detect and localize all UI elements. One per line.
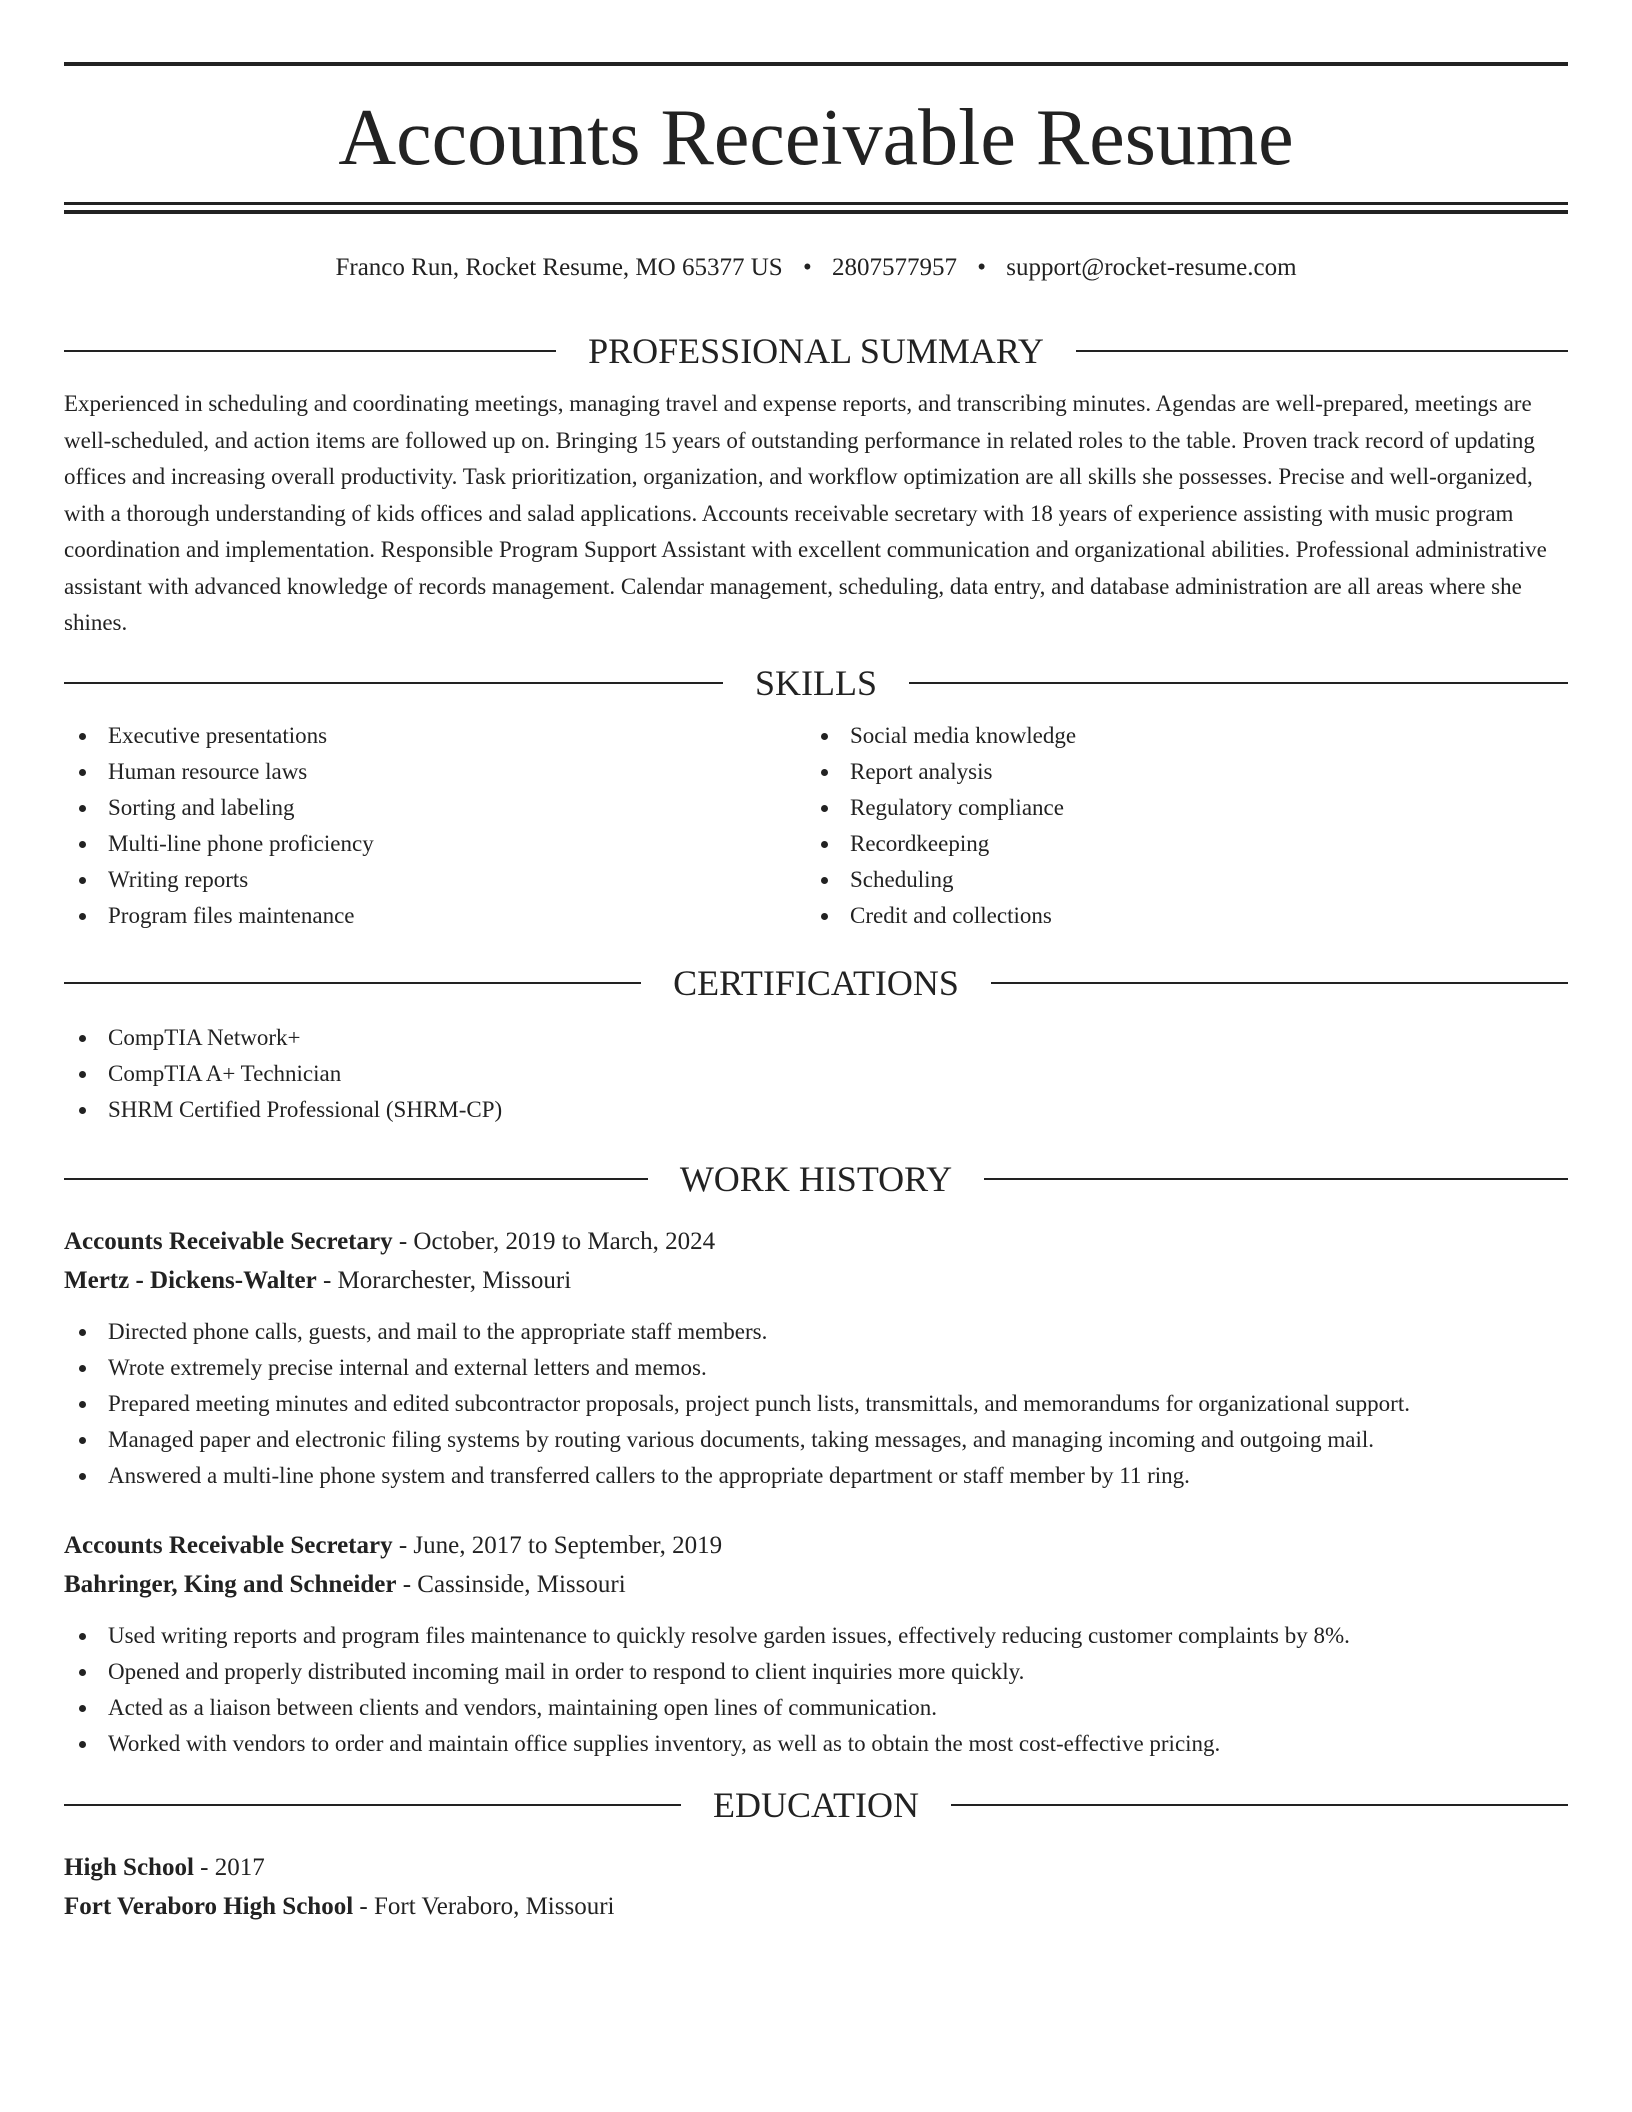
contact-phone: 2807577957 <box>831 254 957 281</box>
resume-title: Accounts Receivable Resume <box>338 94 1294 182</box>
education-location: - Fort Veraboro, Missouri <box>353 1892 615 1920</box>
job-entry <box>64 1222 1568 1494</box>
section-divider <box>64 982 641 984</box>
education-school: Fort Veraboro High School <box>64 1892 354 1920</box>
certification-item: CompTIA A+ Technician <box>64 1056 1568 1092</box>
section-header-skills <box>64 660 1568 706</box>
education-degree-line <box>64 1848 1568 1887</box>
skill-item: Recordkeeping <box>806 826 1548 862</box>
section-header-education <box>64 1782 1568 1828</box>
job-title-line <box>64 1222 1568 1261</box>
job-title-line <box>64 1526 1568 1565</box>
job-dates: - October, 2019 to March, 2024 <box>392 1227 716 1255</box>
section-header-certifications <box>64 960 1568 1006</box>
job-company: Bahringer, King and Schneider <box>64 1570 397 1598</box>
skill-item: Human resource laws <box>64 754 806 790</box>
skill-item: Program files maintenance <box>64 898 806 934</box>
job-bullet: Used writing reports and program files maintenance to quickly resolve garden issues, effectively reducing customer complaints by 8%. <box>64 1618 1568 1654</box>
job-bullet: Worked with vendors to order and maintain office supplies inventory, as well as to obtain the most cost-effective pricing. <box>64 1726 1568 1762</box>
education-entry <box>64 1848 1568 1926</box>
section-header-summary <box>64 328 1568 374</box>
section-divider <box>984 1178 1568 1180</box>
section-title: WORK HISTORY <box>679 1158 953 1199</box>
section-title: SKILLS <box>755 662 878 703</box>
skill-item: Scheduling <box>806 862 1548 898</box>
section-title: EDUCATION <box>713 1784 919 1825</box>
skill-item: Report analysis <box>806 754 1548 790</box>
section-divider <box>64 350 556 352</box>
job-bullets <box>64 1618 1568 1762</box>
skill-item: Sorting and labeling <box>64 790 806 826</box>
section-divider <box>64 682 723 684</box>
certifications-list <box>64 1020 1568 1128</box>
skill-item: Credit and collections <box>806 898 1548 934</box>
skill-item: Writing reports <box>64 862 806 898</box>
top-rule <box>64 62 1568 66</box>
job-bullets <box>64 1314 1568 1494</box>
job-location: - Cassinside, Missouri <box>396 1570 626 1598</box>
resume-page <box>64 0 1568 1926</box>
skills-grid <box>64 718 1568 934</box>
section-title: PROFESSIONAL SUMMARY <box>588 331 1044 371</box>
job-company: Mertz - Dickens-Walter <box>64 1266 317 1294</box>
summary-paragraph: Experienced in scheduling and coordinating meetings, managing travel and expense reports, and transcribing minutes. Agendas are well-prepared, meetings are well-scheduled, and action items are followed up on. Bringing 15 years of outstanding performance in related roles to the table. Proven track record of updating offices and increasing overall productivity. Task prioritization, organization, and workflow optimization are all skills she possesses. Precise and well-organized, with a thorough understanding of kids offices and salad applications. Accounts receivable secretary with 18 years of experience assisting with music program coordination and implementation. Responsible Program Support Assistant with excellent communication and organizational abilities. Professional administrative assistant with advanced knowledge of records management. Calendar management, scheduling, data entry, and database administration are all areas where she shines. <box>64 391 1547 635</box>
title-double-rule <box>64 202 1568 214</box>
job-bullet: Managed paper and electronic filing systems by routing various documents, taking messages, and managing incoming and outgoing mail. <box>64 1422 1568 1458</box>
education-degree: High School <box>64 1853 194 1881</box>
education-school-line <box>64 1887 1568 1926</box>
certification-item: SHRM Certified Professional (SHRM-CP) <box>64 1092 1568 1128</box>
job-company-line <box>64 1261 1568 1300</box>
section-divider <box>64 1178 648 1180</box>
section-divider <box>1076 350 1568 352</box>
skill-item: Regulatory compliance <box>806 790 1548 826</box>
section-divider <box>64 1804 681 1806</box>
job-dates: - June, 2017 to September, 2019 <box>392 1531 723 1559</box>
section-header-work-history <box>64 1156 1568 1202</box>
section-title: CERTIFICATIONS <box>673 962 959 1003</box>
job-bullet: Wrote extremely precise internal and external letters and memos. <box>64 1350 1568 1386</box>
contact-address: Franco Run, Rocket Resume, MO 65377 US <box>335 254 783 281</box>
job-entry <box>64 1526 1568 1762</box>
job-bullet: Answered a multi-line phone system and transferred callers to the appropriate department or staff member by 11 ring. <box>64 1458 1568 1494</box>
contact-separator: • <box>802 254 812 281</box>
skills-list-left <box>64 718 806 934</box>
job-title: Accounts Receivable Secretary <box>64 1227 393 1255</box>
skill-item: Social media knowledge <box>806 718 1548 754</box>
section-divider <box>951 1804 1568 1806</box>
job-company-line <box>64 1565 1568 1604</box>
job-location: - Morarchester, Missouri <box>316 1266 572 1294</box>
education-year: - 2017 <box>193 1853 265 1881</box>
job-bullet: Directed phone calls, guests, and mail to the appropriate staff members. <box>64 1314 1568 1350</box>
job-bullet: Opened and properly distributed incoming mail in order to respond to client inquiries more quickly. <box>64 1654 1568 1690</box>
contact-separator: • <box>977 254 986 281</box>
skills-list-right <box>806 718 1548 934</box>
certification-item: CompTIA Network+ <box>64 1020 1568 1056</box>
skill-item: Multi-line phone proficiency <box>64 826 806 862</box>
skill-item: Executive presentations <box>64 718 806 754</box>
job-bullet: Acted as a liaison between clients and vendors, maintaining open lines of communication. <box>64 1690 1568 1726</box>
section-divider <box>909 682 1568 684</box>
job-bullet: Prepared meeting minutes and edited subcontractor proposals, project punch lists, transmittals, and memorandums for organizational support. <box>64 1386 1568 1422</box>
job-title: Accounts Receivable Secretary <box>64 1531 393 1559</box>
contact-email[interactable]: support@rocket-resume.com <box>1006 254 1297 281</box>
section-divider <box>991 982 1568 984</box>
contact-line <box>64 248 1568 288</box>
